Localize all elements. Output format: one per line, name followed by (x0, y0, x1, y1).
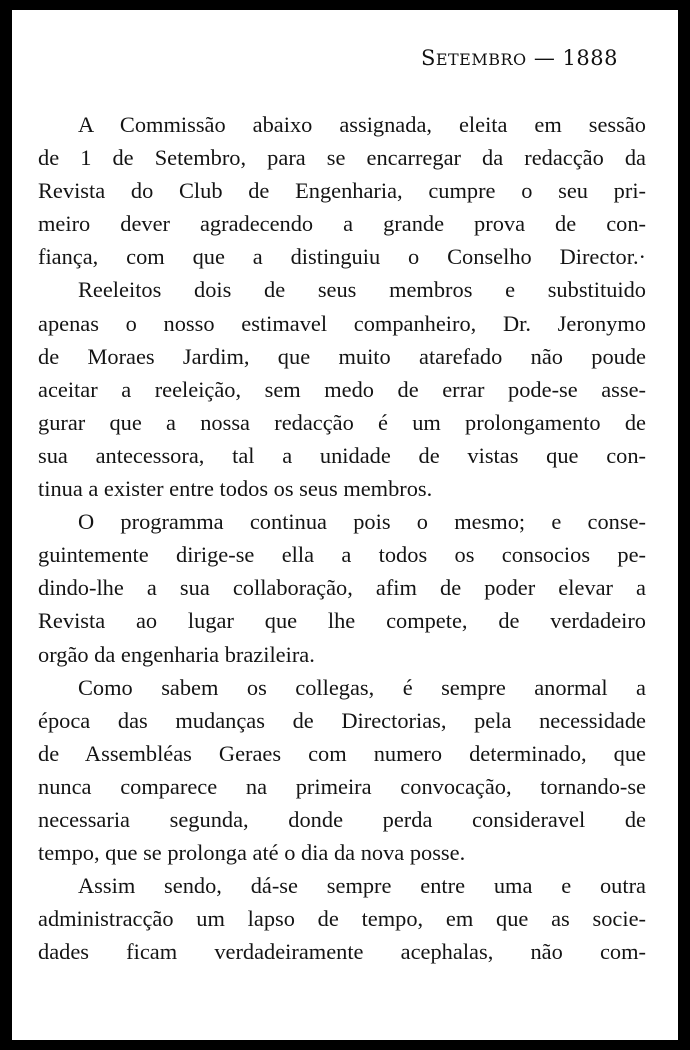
header-year: 1888 (562, 46, 618, 70)
text-line: orgão da engenharia brazileira. (38, 641, 315, 667)
text-line: de 1 de Setembro, para se encarregar da redacção da (38, 145, 646, 171)
text-line: Assim sendo, dá-se sempre entre uma e outra (78, 873, 646, 899)
text-line: guintemente dirige-se ella a todos os consocios pe- (38, 542, 646, 568)
text-line: apenas o nosso estimavel companheiro, Dr. Jeronymo (38, 310, 646, 336)
text-line: tempo, que se prolonga até o dia da nova posse. (38, 840, 466, 866)
text-line: de Assembléas Geraes com numero determinado, que (38, 740, 646, 766)
text-line: aceitar a reeleição, sem medo de errar pode-se asse- (38, 376, 646, 402)
text-line: fiança, com que a distinguiu o Conselho Director.· (38, 244, 646, 270)
text-line: O programma continua pois o mesmo; e conse- (78, 509, 646, 535)
text-line: Reeleitos dois de seus membros e substituido (78, 277, 646, 303)
page-header (12, 46, 618, 70)
text-line: sua antecessora, tal a unidade de vistas que con- (38, 442, 646, 468)
text-line: Como sabem os collegas, é sempre anormal a (78, 674, 646, 700)
text-line: de Moraes Jardim, que muito atarefado não poude (38, 343, 646, 369)
text-line: necessaria segunda, donde perda consideravel de (38, 806, 646, 832)
text-line: administracção um lapso de tempo, em que as socie- (38, 906, 646, 932)
document-page (12, 10, 678, 1040)
text-line: época das mudanças de Directorias, pela necessidade (38, 707, 646, 733)
header-separator: — (533, 46, 556, 70)
header-month-rest: ETEMBRO (435, 50, 527, 69)
text-line: gurar que a nossa redacção é um prolongamento de (38, 409, 646, 435)
text-line: Revista ao lugar que lhe compete, de verdadeiro (38, 608, 646, 634)
text-line: Revista do Club de Engenharia, cumpre o seu pri- (38, 178, 646, 204)
text-line: dades ficam verdadeiramente acephalas, não com- (38, 939, 646, 965)
body-text (38, 108, 646, 968)
text-line: dindo-lhe a sua collaboração, afim de poder elevar a (38, 575, 646, 601)
text-line: A Commissão abaixo assignada, eleita em sessão (78, 112, 646, 137)
text-line: nunca comparece na primeira convocação, tornando-se (38, 773, 646, 799)
header-month-initial: S (420, 46, 436, 70)
text-line: tinua a exister entre todos os seus membros. (38, 476, 433, 502)
text-line: meiro dever agradecendo a grande prova de con- (38, 211, 646, 237)
